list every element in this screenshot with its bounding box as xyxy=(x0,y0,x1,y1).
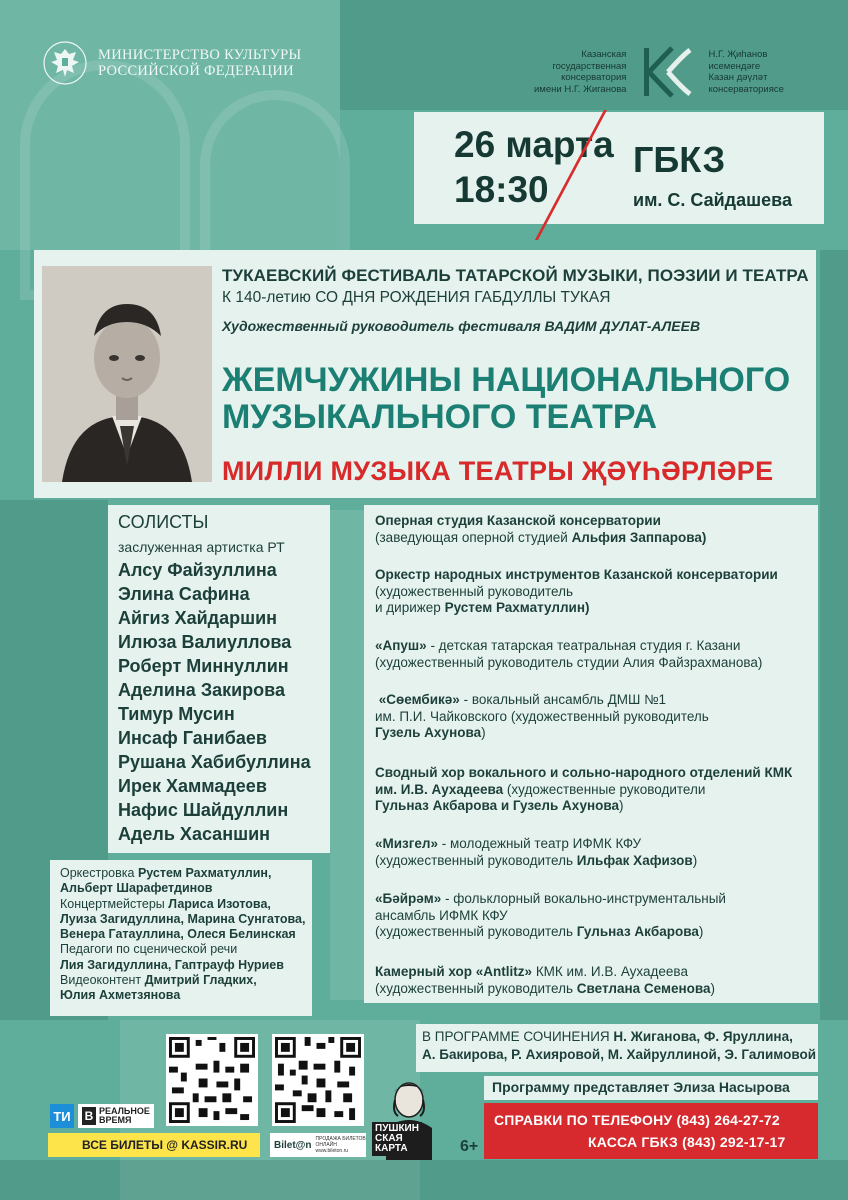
festival-director: Художественный руководитель фестиваля ВАДИМ ДУЛАТ-АЛЕЕВ xyxy=(222,318,701,334)
event-time: 18:30 xyxy=(454,169,549,210)
ensemble-mizgel: «Мизгел» - молодежный театр ИФМК КФУ (художественный руководитель Ильфак Хафизов) xyxy=(375,836,698,868)
age-rating-badge: 6+ xyxy=(460,1138,479,1155)
list-item: Адель Хасаншин xyxy=(118,824,271,844)
bileton-logo[interactable]: Bilet@n ПРОДАЖА БИЛЕТОВ ОНЛАЙН www.bileton.ru xyxy=(270,1133,366,1157)
credits-text: Оркестровка Рустем Рахматуллин, Альберт Шарафетдинов Концертмейстеры Лариса Изотова, Луиза Загидуллина, Марина Сунгатова, Венера Гатауллина, Олеся Белинская Педагоги по сценической речи Лия Загидуллина, Гаптрауф Нуриев Видеоконтент Дмитрий Гладких, Юлия Ахметзянова xyxy=(60,866,306,1003)
list-item: Алсу Файзуллина xyxy=(118,560,277,580)
qr-code-icon xyxy=(275,1037,361,1123)
festival-subtitle: К 140-летию СО ДНЯ РОЖДЕНИЯ ГАБДУЛЛЫ ТУКАЯ xyxy=(222,289,611,306)
list-item: Роберт Миннуллин xyxy=(118,656,289,676)
realnoe-vremya-mark: В xyxy=(82,1107,96,1125)
presenter-text: Программу представляет Элиза Насырова xyxy=(492,1079,790,1095)
kk-monogram-icon xyxy=(638,44,696,100)
list-item: Аделина Закирова xyxy=(118,680,286,700)
program-text: В ПРОГРАММЕ СОЧИНЕНИЯ Н. Жиганова, Ф. Яруллина, А. Бакирова, Р. Ахияровой, М. Хайруллиной, Э. Галимовой xyxy=(422,1029,817,1062)
ensemble-apush: «Апуш» - детская татарская театральная студия г. Казани (художественный руководитель студии Алия Файзрахманова) xyxy=(375,638,763,670)
phone-box-office[interactable]: КАССА ГБКЗ (843) 292-17-17 xyxy=(588,1134,786,1150)
qr-code-left[interactable] xyxy=(166,1034,258,1126)
pushkin-card-label: ПУШКИН СКАЯ КАРТА xyxy=(372,1122,422,1156)
conservatory-name-ru: Казанская государственная консерватория имени Н.Г. Жиганова xyxy=(534,49,627,95)
conservatory-logo xyxy=(534,44,784,100)
eagle-emblem-icon xyxy=(42,40,88,86)
kassir-tickets-link[interactable]: ВСЕ БИЛЕТЫ @ KASSIR.RU xyxy=(48,1133,260,1157)
list-item: Ирек Хаммадеев xyxy=(118,776,267,796)
list-item: Илюза Валиуллова xyxy=(118,632,292,652)
list-item: Рушана Хабибуллина xyxy=(118,752,311,772)
list-item: Инсаф Ганибаев xyxy=(118,728,267,748)
realnoe-vremya-logo[interactable]: В РЕАЛЬНОЕ ВРЕМЯ xyxy=(78,1104,154,1128)
list-item: Элина Сафина xyxy=(118,584,250,604)
ti-logo[interactable]: ТИ xyxy=(50,1104,74,1128)
ensemble-syuyumbike: «Сөембикә» - вокальный ансамбль ДМШ №1 им. П.И. Чайковского (художественный руководитель Гузель Ахунова) xyxy=(375,692,709,741)
ensemble-bayram: «Бәйрәм» - фольклорный вокально-инструментальный ансамбль ИФМК КФУ (художественный руководитель Гульназ Акбарова) xyxy=(375,891,726,940)
list-item: Нафис Шайдуллин xyxy=(118,800,289,820)
ministry-line-1: МИНИСТЕРСТВО КУЛЬТУРЫ xyxy=(98,47,302,63)
ensemble-opera-studio: Оперная студия Казанской консерватории (заведующая оперной студией Альфия Заппарова) xyxy=(375,513,707,545)
tukay-portrait xyxy=(42,266,212,482)
event-venue-sub: им. С. Сайдашева xyxy=(633,190,792,210)
soloists-list xyxy=(118,558,311,846)
tatar-title: МИЛЛИ МУЗЫКА ТЕАТРЫ ҖӘҮҺӘРЛӘРЕ xyxy=(222,456,774,486)
conservatory-name-tt: Н.Г. Җиһанов исемендәге Казан дәүләт консерваториясе xyxy=(708,49,784,95)
festival-title: ТУКАЕВСКИЙ ФЕСТИВАЛЬ ТАТАРСКОЙ МУЗЫКИ, ПОЭЗИИ И ТЕАТРА xyxy=(222,266,809,285)
list-item: Тимур Мусин xyxy=(118,704,235,724)
list-item: Айгиз Хайдаршин xyxy=(118,608,278,628)
event-date: 26 марта xyxy=(454,124,614,165)
event-venue: ГБКЗ xyxy=(633,139,726,180)
ensemble-folk-orchestra: Оркестр народных инструментов Казанской консерватории (художественный руководитель и дирижер Рустем Рахматуллин) xyxy=(375,567,778,616)
ministry-line-2: РОССИЙСКОЙ ФЕДЕРАЦИИ xyxy=(98,63,294,79)
ministry-logo xyxy=(42,40,301,86)
phone-info[interactable]: СПРАВКИ ПО ТЕЛЕФОНУ (843) 264-27-72 xyxy=(494,1112,780,1128)
main-title: ЖЕМЧУЖИНЫ НАЦИОНАЛЬНОГО МУЗЫКАЛЬНОГО ТЕАТРА xyxy=(222,361,791,436)
ensemble-combined-choir: Сводный хор вокального и сольно-народного отделений КМК им. И.В. Аухадеева (художественные руководители Гульназ Акбарова и Гузель Ахунова) xyxy=(375,765,793,814)
qr-code-right[interactable] xyxy=(272,1034,364,1126)
qr-code-icon xyxy=(169,1037,255,1123)
ensemble-antlitz: Камерный хор «Antlitz» КМК им. И.В. Аухадеева (художественный руководитель Светлана Семенова) xyxy=(375,964,716,996)
soloists-heading: СОЛИСТЫ xyxy=(118,512,209,532)
soloists-subheading: заслуженная артистка РТ xyxy=(118,539,285,555)
